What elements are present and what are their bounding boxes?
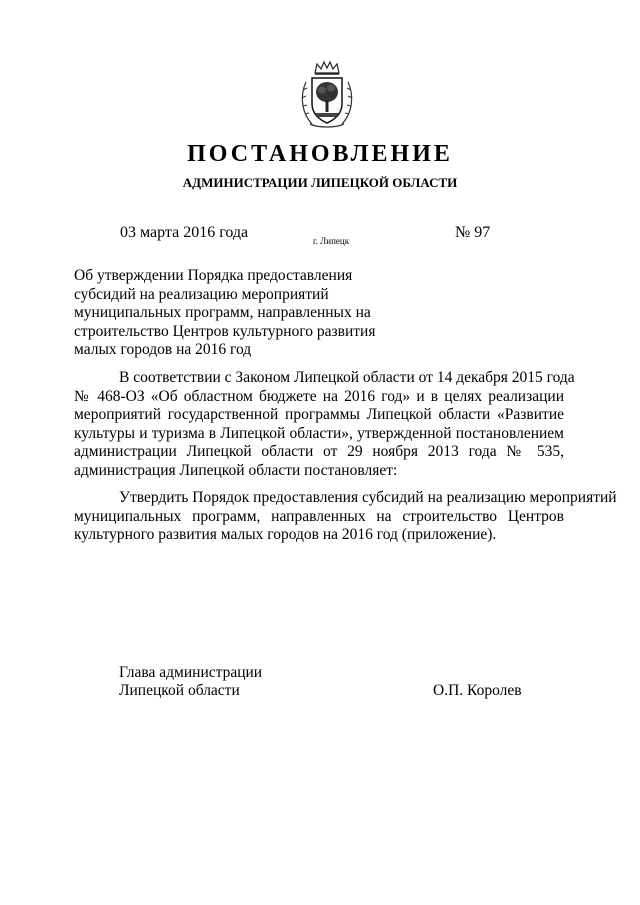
document-issuer: АДМИНИСТРАЦИИ ЛИПЕЦКОЙ ОБЛАСТИ bbox=[182, 175, 458, 190]
signatory-region: Липецкой области bbox=[119, 682, 240, 699]
paragraph-line: № 468-ОЗ «Об областном бюджете на 2016 год» и в целях реализации bbox=[74, 387, 564, 405]
signatory-name: О.П. Королев bbox=[433, 682, 522, 699]
subject-line: муниципальных программ, направленных на bbox=[74, 304, 371, 321]
paragraph-line: Утвердить Порядок предоставления субсидий на реализацию мероприятий bbox=[119, 489, 617, 506]
paragraph-line: В соответствии с Законом Липецкой области от 14 декабря 2015 года bbox=[119, 369, 575, 386]
signatory-title: Глава администрации bbox=[119, 664, 263, 681]
paragraph-line: культурного развития малых городов на 2016 год (приложение). bbox=[74, 526, 497, 543]
subject-line: малых городов на 2016 год bbox=[74, 341, 252, 358]
document-city: г. Липецк bbox=[313, 236, 350, 246]
document-title: ПОСТАНОВЛЕНИЕ bbox=[187, 141, 453, 167]
document-subject bbox=[74, 267, 404, 360]
paragraph-line: администрации Липецкой области от 29 ноября 2013 года № 535, bbox=[74, 443, 564, 460]
paragraph-line: администрация Липецкой области постановляет: bbox=[74, 461, 398, 479]
coat-of-arms-icon bbox=[298, 60, 356, 130]
body-paragraph-resolution bbox=[74, 489, 617, 545]
paragraph-line: культуры и туризма в Липецкой области», утвержденной постановлением bbox=[74, 424, 564, 442]
subject-line: строительство Центров культурного развития bbox=[74, 322, 376, 340]
subject-line: Об утверждении Порядка предоставления bbox=[74, 267, 353, 284]
paragraph-line: мероприятий государственной программы Липецкой области «Развитие bbox=[74, 406, 564, 423]
paragraph-line: муниципальных программ, направленных на строительство Центров bbox=[74, 507, 564, 525]
subject-line: субсидий на реализацию мероприятий bbox=[74, 285, 329, 303]
document-number: № 97 bbox=[455, 224, 491, 241]
body-paragraph-legal-basis bbox=[74, 369, 575, 480]
document-date: 03 марта 2016 года bbox=[120, 224, 249, 241]
